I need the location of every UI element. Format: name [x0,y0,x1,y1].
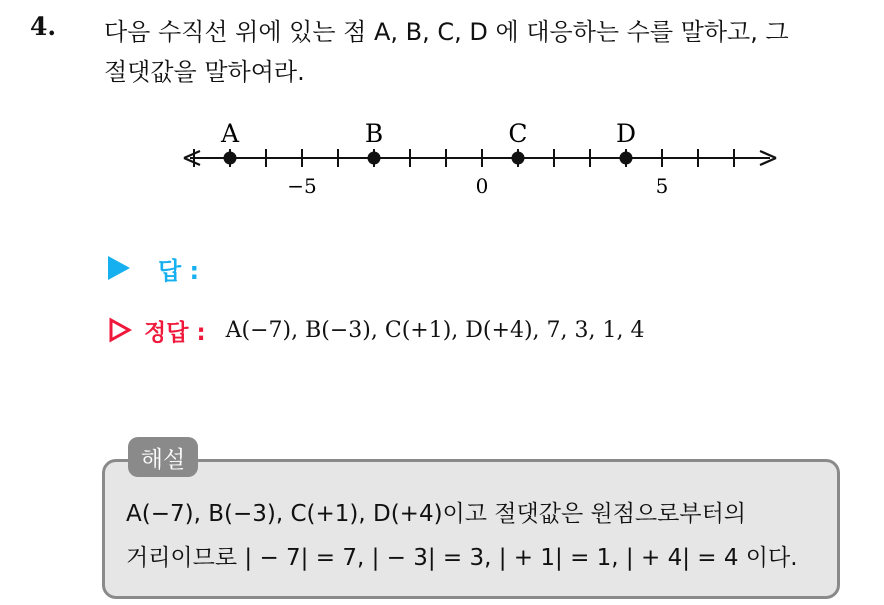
explanation-text [126,492,836,580]
number-line [0,0,884,220]
explanation-tab: 해설 [128,437,198,477]
tick-label: 5 [655,174,669,198]
point-label: B [364,119,384,148]
question-number: 4. [30,12,57,41]
point-dot [512,152,525,165]
explanation-line1: A(−7), B(−3), C(+1), D(+4)이고 절댓값은 원점으로부터의 [126,501,747,527]
correct-triangle-icon [108,317,132,343]
point-label: C [508,119,528,148]
answer-label: 답 : [158,256,200,285]
point-dot [368,152,381,165]
answer-triangle-icon [108,256,130,280]
point-label: D [615,119,637,148]
answer-row [108,252,199,284]
tick-label: −5 [287,174,317,198]
correct-answer-row [108,314,644,346]
correct-answer-value: A(−7), B(−3), C(+1), D(+4), 7, 3, 1, 4 [225,317,645,343]
point-label: A [220,119,240,148]
point-dot [620,152,633,165]
question-text-line1: 다음 수직선 위에 있는 점 A, B, C, D 에 대응하는 수를 말하고, 그 [104,18,789,46]
explanation-line2: 거리이므로 | − 7| = 7, | − 3| = 3, | + 1| = 1, | + 4| = 4 이다. [126,545,798,571]
point-dot [224,152,237,165]
question-text-line2: 절댓값을 말하여라. [104,58,305,86]
correct-answer-label: 정답 : [144,319,206,346]
tick-label: 0 [475,174,489,198]
